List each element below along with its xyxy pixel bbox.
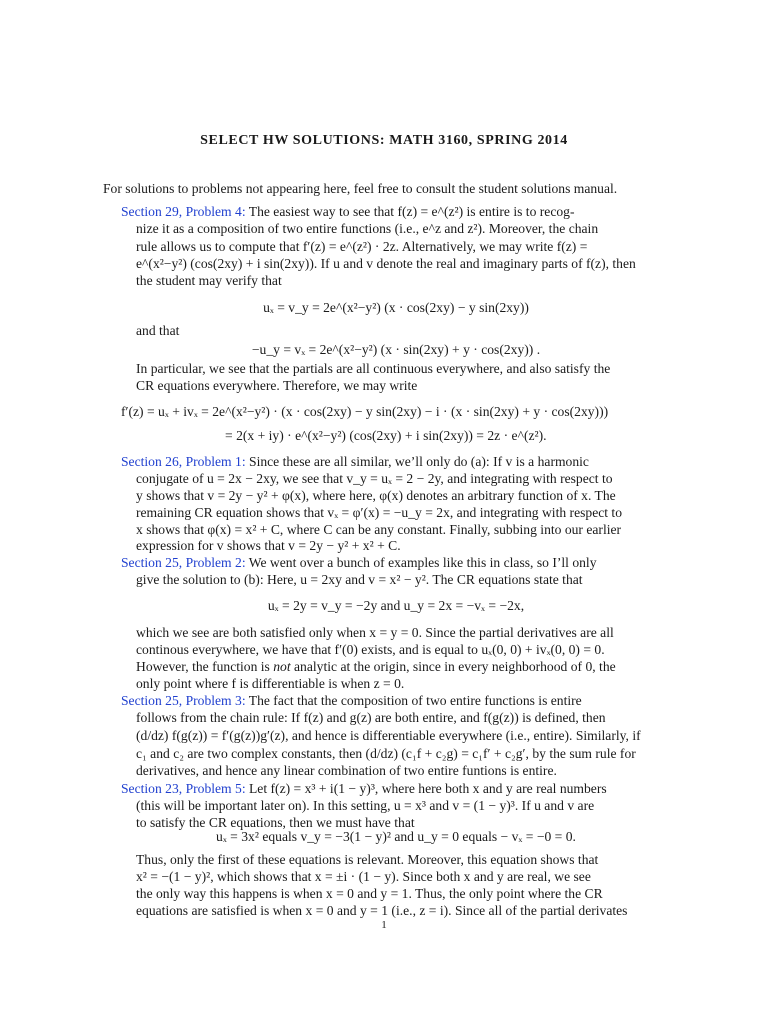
- section-25-p3-line-3: (d/dz) f(g(z)) = f′(g(z))g′(z), and hence is differentiable everywhere (i.e., entire). Similarly, if: [136, 728, 641, 743]
- section-26-line-6: expression for v shows that v = 2y − y² + x² + C.: [136, 538, 401, 553]
- section-26-line-1: Section 26, Problem 1: Since these are all similar, we’ll only do (a): If v is a harmonic: [121, 454, 589, 469]
- intro-text: For solutions to problems not appearing here, feel free to consult the student solutions manual.: [103, 181, 618, 196]
- equation-cr-23: uₓ = 3x² equals v_y = −3(1 − y)² and u_y = 0 equals − vₓ = −0 = 0.: [216, 829, 576, 844]
- emphasis-not: not: [273, 659, 291, 674]
- page-number: 1: [381, 919, 387, 931]
- section-29-line-2: nize it as a composition of two entire functions (i.e., e^z and z²). Moreover, the chain: [136, 221, 599, 236]
- section-25-p3-line-4: c₁ and c₂ are two complex constants, then (d/dz) (c₁f + c₂g) = c₁f′ + c₂g′, by the sum rule for: [136, 746, 636, 761]
- section-25-p2-line-1: Section 25, Problem 2: We went over a bunch of examples like this in class, so I’ll only: [121, 555, 597, 570]
- section-26-line-3: y shows that v = 2y − y² + φ(x), where here, φ(x) denotes an arbitrary function of x. The: [136, 488, 616, 503]
- section-26-line-4: remaining CR equation shows that vₓ = φ′(x) = −u_y = 2x, and integrating with respect to: [136, 505, 623, 520]
- section-23-line-5: x² = −(1 − y)², which shows that x = ±i · (1 − y). Since both x and y are real, we see: [136, 869, 591, 884]
- section-25-p2-line-4: continous everywhere, we have that f′(0) exists, and is equal to uₓ(0, 0) + ivₓ(0, 0) = 0.: [136, 642, 605, 657]
- section-23-line-6: the only way this happens is when x = 0 and y = 1. Thus, the only point where the CR: [136, 886, 603, 901]
- equation-ux: uₓ = v_y = 2e^(x²−y²) (x · cos(2xy) − y sin(2xy)): [263, 300, 529, 315]
- section-29-para-2: CR equations everywhere. Therefore, we may write: [136, 378, 418, 393]
- section-25-p2-heading: Section 25, Problem 2:: [121, 555, 246, 570]
- section-29-line-3: rule allows us to compute that f′(z) = e^(z²) · 2z. Alternatively, we may write f(z) =: [136, 239, 588, 254]
- section-26-line-2: conjugate of u = 2x − 2xy, we see that v_y = uₓ = 2 − 2y, and integrating with respect to: [136, 471, 613, 486]
- section-25-p2-line-5: However, the function is not analytic at the origin, since in every neighborhood of 0, the: [136, 659, 616, 674]
- section-25-p3-heading: Section 25, Problem 3:: [121, 693, 246, 708]
- section-29-heading: Section 29, Problem 4:: [121, 204, 246, 219]
- equation-uy: −u_y = vₓ = 2e^(x²−y²) (x · sin(2xy) + y · cos(2xy)) .: [251, 342, 541, 357]
- section-26-line-5: x shows that φ(x) = x² + C, where C can be any constant. Finally, subbing into our earlier: [136, 522, 622, 537]
- equation-fprime: f′(z) = uₓ + ivₓ = 2e^(x²−y²) · (x · cos(2xy) − y sin(2xy) − i · (x · sin(2xy) + y · cos(2xy))): [121, 404, 609, 419]
- section-23-heading: Section 23, Problem 5:: [121, 781, 246, 796]
- section-25-p2-line-6: only point where f is differentiable is when z = 0.: [136, 676, 405, 691]
- section-25-p2-line-2: give the solution to (b): Here, u = 2xy and v = x² − y². The CR equations state that: [136, 572, 583, 587]
- equation-fprime-cont: = 2(x + iy) · e^(x²−y²) (cos(2xy) + i sin(2xy)) = 2z · e^(z²).: [225, 428, 547, 443]
- section-23-line-3: to satisfy the CR equations, then we must have that: [136, 815, 415, 830]
- equation-cr-25: uₓ = 2y = v_y = −2y and u_y = 2x = −vₓ = −2x,: [267, 598, 525, 613]
- section-23-line-1: Section 23, Problem 5: Let f(z) = x³ + i(1 − y)³, where here both x and y are real numbers: [121, 781, 607, 796]
- section-29-line-1: Section 29, Problem 4: The easiest way to see that f(z) = e^(z²) is entire is to recog-: [121, 204, 575, 219]
- section-23-line-7: equations are satisfied is when x = 0 and y = 1 (i.e., z = i). Since all of the partial derivates: [136, 903, 628, 918]
- section-25-p3-line-2: follows from the chain rule: If f(z) and g(z) are both entire, and f(g(z)) is defined, then: [136, 710, 606, 725]
- page-title: SELECT HW SOLUTIONS: MATH 3160, SPRING 2014: [200, 133, 568, 148]
- section-23-line-4: Thus, only the first of these equations is relevant. Moreover, this equation shows that: [136, 852, 599, 867]
- section-29-para-1: In particular, we see that the partials are all continuous everywhere, and also satisfy the: [136, 361, 611, 376]
- section-29-line-4: e^(x²−y²) (cos(2xy) + i sin(2xy)). If u and v denote the real and imaginary parts of f(z), then: [136, 256, 636, 271]
- section-25-p3-line-1: Section 25, Problem 3: The fact that the composition of two entire functions is entire: [121, 693, 582, 708]
- section-26-heading: Section 26, Problem 1:: [121, 454, 246, 469]
- section-25-p3-line-5: derivatives, and hence any linear combination of two entire funtions is entire.: [136, 763, 557, 778]
- section-25-p2-line-3: which we see are both satisfied only when x = y = 0. Since the partial derivatives are all: [136, 625, 614, 640]
- section-23-line-2: (this will be important later on). In this setting, u = x³ and v = (1 − y)³. If u and v are: [136, 798, 595, 813]
- and-that-text: and that: [136, 323, 180, 338]
- section-29-line-5: the student may verify that: [136, 273, 282, 288]
